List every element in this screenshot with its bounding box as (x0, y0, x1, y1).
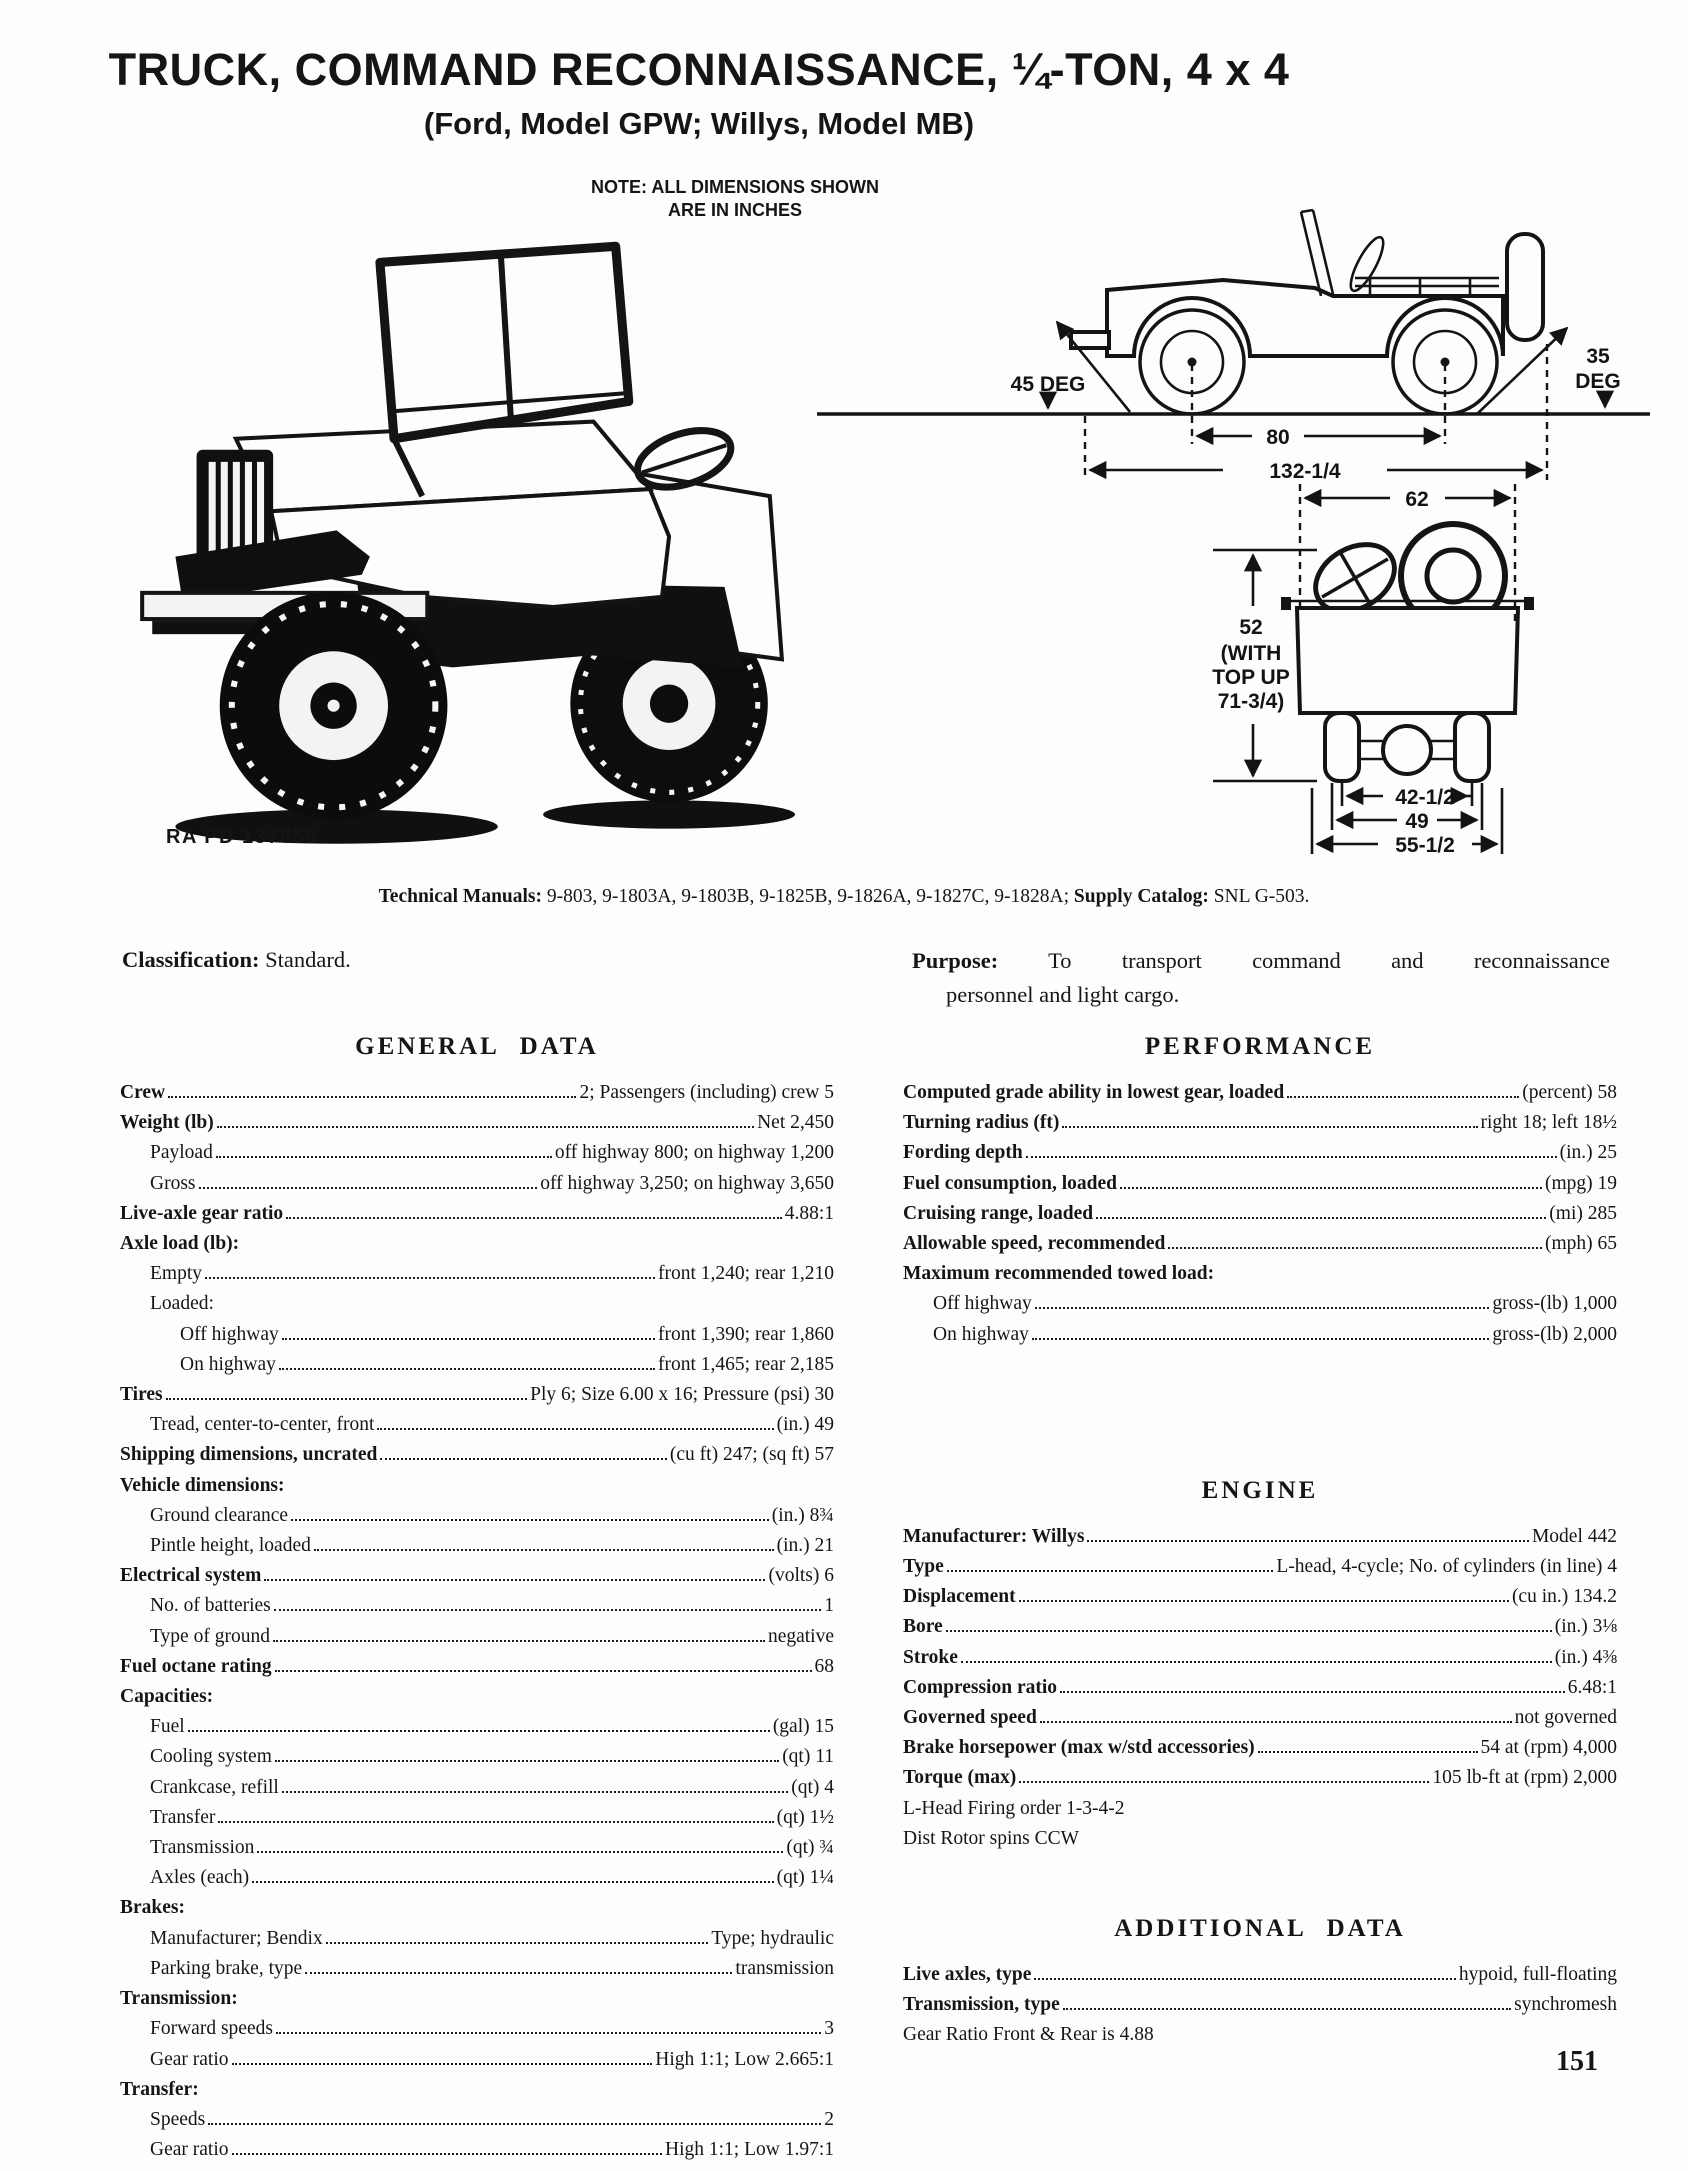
spacer (903, 1350, 1617, 1476)
dot-leader (188, 1730, 770, 1732)
row-value: hypoid, full-floating (1458, 1964, 1617, 1986)
dot-leader (232, 2153, 663, 2155)
rear-view-diagram (1185, 458, 1685, 856)
performance-heading: PERFORMANCE (1144, 1033, 1376, 1060)
row-value: (in.) 8¾ (771, 1504, 834, 1526)
row-value: Type; hydraulic (711, 1927, 834, 1949)
data-row (120, 1199, 834, 1229)
row-value: synchromesh (1514, 1994, 1617, 2016)
tech-manuals-label: Technical Manuals: (378, 886, 543, 907)
classification-value: Standard. (265, 947, 351, 972)
row-label: Tread, center-to-center, front (150, 1414, 375, 1436)
spacer (903, 1854, 1617, 1914)
engine-rows (903, 1522, 1617, 1854)
row-label: Computed grade ability in lowest gear, loaded (903, 1082, 1285, 1103)
dot-leader (1040, 1721, 1512, 1723)
page-title: TRUCK, COMMAND RECONNAISSANCE, ¼-TON, 4 x 4 (108, 44, 1290, 95)
overall-width-label: 55-1/2 (1395, 834, 1455, 856)
row-label: Brakes: (120, 1897, 185, 1919)
row-value: (mpg) 19 (1544, 1172, 1617, 1194)
dot-leader (282, 1791, 788, 1793)
row-value: front 1,240; rear 1,210 (658, 1263, 834, 1285)
dot-leader (1026, 1156, 1557, 1158)
data-row (903, 1552, 1617, 1582)
dot-leader (232, 2063, 653, 2065)
data-row (120, 1320, 834, 1350)
data-row (120, 1380, 834, 1410)
row-value: gross-(lb) 2,000 (1492, 1323, 1617, 1345)
data-row (120, 1712, 834, 1742)
dot-leader (305, 1972, 732, 1974)
dot-leader (276, 2032, 821, 2034)
row-value: High 1:1; Low 1.97:1 (665, 2139, 834, 2161)
data-row (120, 1773, 834, 1803)
dot-leader (252, 1881, 774, 1883)
departure-angle-unit: DEG (1575, 370, 1621, 393)
dot-leader (286, 1217, 782, 1219)
row-label: Manufacturer; Bendix (150, 1927, 323, 1949)
row-value: negative (767, 1625, 834, 1647)
jeep-photo-illustration (120, 232, 795, 857)
row-label: Forward speeds (150, 2018, 273, 2040)
row-value: front 1,465; rear 2,185 (658, 1353, 834, 1375)
data-row (903, 1794, 1617, 1824)
row-label: Fording depth (903, 1142, 1023, 1164)
dot-leader (217, 1126, 754, 1128)
data-row (120, 1440, 834, 1470)
page-number: 151 (1556, 2046, 1598, 2077)
row-label: Empty (150, 1263, 202, 1285)
dot-leader (1096, 1217, 1546, 1219)
departure-angle-value: 35 (1586, 345, 1610, 368)
row-label: Manufacturer: Willys (903, 1525, 1085, 1547)
side-rear-wheel (1393, 310, 1497, 414)
row-label: Speeds (150, 2108, 206, 2130)
dot-leader (1120, 1187, 1542, 1189)
dot-leader (166, 1398, 528, 1400)
data-row (120, 1078, 834, 1108)
row-label: Cruising range, loaded (903, 1202, 1094, 1224)
row-value: (mi) 285 (1549, 1202, 1617, 1224)
row-value: (gal) 15 (772, 1716, 834, 1738)
engine-heading: ENGINE (1201, 1476, 1319, 1504)
row-label: On highway (180, 1353, 276, 1375)
data-row (120, 1924, 834, 1954)
row-value: off highway 3,250; on highway 3,650 (540, 1172, 834, 1194)
row-value: 6.48:1 (1567, 1676, 1617, 1698)
additional-data-heading: ADDITIONAL DATA (1114, 1915, 1406, 1943)
purpose-label: Purpose: (912, 948, 999, 973)
row-label: Off highway (180, 1323, 279, 1345)
technical-manuals-line (0, 886, 1688, 908)
row-value: (cu in.) 134.2 (1511, 1586, 1617, 1608)
row-value: 3 (824, 2018, 834, 2040)
dot-leader (273, 1640, 765, 1642)
side-windshield (1301, 210, 1333, 296)
height-note-1: (WITH (1220, 642, 1282, 665)
row-value: High 1:1; Low 2.665:1 (655, 2048, 834, 2070)
row-label: Transmission: (120, 1988, 238, 2010)
data-row (120, 1259, 834, 1289)
dot-leader (1063, 2008, 1511, 2010)
height-note-2: TOP UP (1212, 666, 1290, 689)
data-row (120, 1863, 834, 1893)
height-value: 52 (1239, 616, 1263, 639)
row-label: Pintle height, loaded (150, 1535, 311, 1557)
row-value: (qt) 4 (791, 1776, 834, 1798)
row-label: Crew (120, 1082, 166, 1103)
data-row (903, 1643, 1617, 1673)
row-label: Axles (each) (150, 1867, 250, 1889)
row-value: (cu ft) 247; (sq ft) 57 (669, 1444, 834, 1466)
row-value: right 18; left 18½ (1480, 1112, 1617, 1134)
row-value: L-head, 4-cycle; No. of cylinders (in line) 4 (1276, 1556, 1617, 1578)
data-row (903, 1320, 1617, 1350)
row-label: Fuel (150, 1716, 185, 1738)
dot-leader (1019, 1600, 1509, 1602)
tread-label: 49 (1405, 810, 1429, 833)
data-row (120, 1742, 834, 1772)
row-label: Transfer (150, 1806, 216, 1828)
row-label: Torque (max) (903, 1767, 1017, 1789)
data-row (903, 1289, 1617, 1319)
data-row (120, 1682, 834, 1712)
row-label: Transmission (150, 1837, 255, 1859)
data-row (120, 1652, 834, 1682)
data-row (120, 1591, 834, 1621)
data-row (903, 1703, 1617, 1733)
data-row (120, 2135, 834, 2165)
row-label: Shipping dimensions, uncrated (120, 1444, 378, 1466)
row-label: Gross (150, 1172, 196, 1194)
row-value: not governed (1514, 1707, 1617, 1729)
data-row (903, 1733, 1617, 1763)
data-row (120, 1471, 834, 1501)
row-label: Type of ground (150, 1625, 270, 1647)
row-value: (in.) 21 (776, 1535, 834, 1557)
purpose-block (912, 944, 1610, 1012)
tech-manuals-value: 9-803, 9-1803A, 9-1803B, 9-1825B, 9-1826A, 9-1827C, 9-1828A; (546, 886, 1070, 907)
spare-tire (1507, 234, 1543, 340)
row-label: Crankcase, refill (150, 1776, 279, 1798)
data-row (120, 1622, 834, 1652)
row-value: 54 at (rpm) 4,000 (1480, 1737, 1617, 1759)
row-value: gross-(lb) 1,000 (1492, 1293, 1617, 1315)
front-wheel (220, 592, 448, 820)
dot-leader (946, 1630, 1552, 1632)
row-label: Maximum recommended towed load: (903, 1263, 1215, 1285)
right-column (903, 1032, 1617, 2051)
row-label: Dist Rotor spins CCW (903, 1827, 1080, 1849)
row-value: (in.) 4⅜ (1554, 1646, 1617, 1668)
row-label: Electrical system (120, 1565, 262, 1587)
dot-leader (264, 1579, 765, 1581)
row-label: Cooling system (150, 1746, 272, 1768)
note-line-1: NOTE: ALL DIMENSIONS SHOWN (591, 177, 879, 197)
data-row (120, 2014, 834, 2044)
dot-leader (275, 1760, 779, 1762)
data-row (903, 1960, 1617, 1990)
row-label: Bore (903, 1616, 943, 1638)
data-row (903, 2020, 1617, 2050)
row-label: Payload (150, 1142, 213, 1164)
dot-leader (1032, 1338, 1490, 1340)
row-label: Transmission, type (903, 1994, 1060, 2016)
classification-label: Classification: (122, 947, 260, 972)
data-row (120, 1169, 834, 1199)
purpose-text-1: To transport command and reconnaissance (1048, 948, 1611, 973)
row-value: Ply 6; Size 6.00 x 16; Pressure (psi) 30 (530, 1384, 834, 1406)
row-label: Ground clearance (150, 1504, 289, 1526)
dot-leader (326, 1942, 709, 1944)
row-value: 68 (814, 1655, 834, 1677)
dot-leader (205, 1277, 655, 1279)
data-row (903, 1229, 1617, 1259)
row-label: Turning radius (ft) (903, 1112, 1060, 1134)
row-label: No. of batteries (150, 1595, 271, 1617)
photo-caption: RA PD 137858 (166, 826, 318, 848)
data-row (120, 1501, 834, 1531)
data-row (903, 1673, 1617, 1703)
title-block (0, 44, 1398, 142)
data-row (903, 1612, 1617, 1642)
data-row (903, 1199, 1617, 1229)
data-row (120, 1138, 834, 1168)
dot-leader (279, 1368, 655, 1370)
row-value: (in.) 49 (776, 1414, 834, 1436)
dot-leader (380, 1458, 667, 1460)
data-row (120, 1108, 834, 1138)
row-label: On highway (933, 1323, 1029, 1345)
row-value: (in.) 3⅛ (1554, 1616, 1617, 1638)
data-row (120, 1229, 834, 1259)
wheelbase-dimension (1192, 364, 1445, 444)
data-row (903, 1522, 1617, 1552)
dot-leader (168, 1096, 576, 1098)
data-row (120, 1803, 834, 1833)
dot-leader (947, 1570, 1274, 1572)
row-value: (percent) 58 (1522, 1082, 1617, 1103)
row-value: off highway 800; on highway 1,200 (554, 1142, 834, 1164)
classification-line (122, 947, 351, 973)
wheelbase-label: 80 (1266, 426, 1290, 449)
row-label: Stroke (903, 1646, 958, 1668)
general-data-rows (120, 1078, 834, 2165)
row-label: Allowable speed, recommended (903, 1233, 1166, 1255)
data-row (903, 1582, 1617, 1612)
data-row (120, 1410, 834, 1440)
top-width-label: 62 (1405, 488, 1429, 511)
data-row (120, 2045, 834, 2075)
data-row (120, 1561, 834, 1591)
row-label: Transfer: (120, 2078, 199, 2100)
general-data-section (120, 1032, 834, 2165)
data-row (120, 1350, 834, 1380)
data-row (903, 1138, 1617, 1168)
row-value: 1 (824, 1595, 834, 1617)
row-value: 2 (824, 2108, 834, 2130)
row-value: (volts) 6 (768, 1565, 834, 1587)
row-value: front 1,390; rear 1,860 (658, 1323, 834, 1345)
row-label: Capacities: (120, 1686, 214, 1708)
row-label: L-Head Firing order 1-3-4-2 (903, 1797, 1125, 1819)
row-value: (qt) 11 (782, 1746, 834, 1768)
dot-leader (1062, 1126, 1477, 1128)
performance-rows (903, 1078, 1617, 1350)
data-row (120, 1954, 834, 1984)
rear-axle-wheels (1325, 713, 1489, 781)
row-label: Tires (120, 1384, 163, 1406)
row-label: Fuel consumption, loaded (903, 1172, 1117, 1194)
height-note-3: 71-3/4) (1217, 690, 1285, 713)
dot-leader (377, 1428, 773, 1430)
purpose-line-1 (912, 944, 1610, 978)
row-label: Governed speed (903, 1707, 1037, 1729)
data-row (903, 1259, 1617, 1289)
side-front-wheel (1140, 310, 1244, 414)
data-row (120, 1893, 834, 1923)
data-row (903, 1078, 1617, 1108)
dot-leader (1035, 1307, 1490, 1309)
row-label: Live axles, type (903, 1964, 1032, 1986)
row-label: Displacement (903, 1586, 1016, 1608)
row-value: (qt) 1½ (776, 1806, 834, 1828)
page-subtitle: (Ford, Model GPW; Willys, Model MB) (423, 106, 975, 141)
row-label: Brake horsepower (max w/std accessories) (903, 1737, 1255, 1759)
data-row (903, 1990, 1617, 2020)
dot-leader (1258, 1751, 1478, 1753)
row-label: Loaded: (150, 1293, 214, 1315)
dot-leader (291, 1519, 769, 1521)
dot-leader (1060, 1691, 1565, 1693)
row-label: Type (903, 1556, 944, 1578)
dot-leader (208, 2123, 821, 2125)
row-value: (in.) 25 (1559, 1142, 1617, 1164)
data-row (903, 1108, 1617, 1138)
row-value: (qt) 1¼ (776, 1867, 834, 1889)
data-row (903, 1824, 1617, 1854)
row-value: 4.88:1 (784, 1202, 834, 1224)
data-row (120, 1833, 834, 1863)
dot-leader (282, 1338, 655, 1340)
approach-angle-label: 45 DEG (1010, 373, 1086, 396)
data-row (120, 1531, 834, 1561)
dot-leader (1019, 1781, 1429, 1783)
dot-leader (1168, 1247, 1542, 1249)
dot-leader (1287, 1096, 1519, 1098)
row-label: Weight (lb) (120, 1112, 214, 1134)
dot-leader (961, 1661, 1552, 1663)
dot-leader (275, 1670, 812, 1672)
dot-leader (199, 1187, 538, 1189)
dot-leader (314, 1549, 774, 1551)
rear-body (1281, 597, 1534, 713)
purpose-line-2: personnel and light cargo. (946, 981, 1180, 1007)
row-value: Net 2,450 (757, 1112, 834, 1134)
dot-leader (1034, 1978, 1455, 1980)
dot-leader (1087, 1540, 1529, 1542)
dot-leader (216, 1156, 552, 1158)
side-view-diagram (755, 148, 1685, 486)
note-line-2: ARE IN INCHES (667, 200, 802, 221)
row-value: Model 442 (1531, 1525, 1617, 1547)
dot-leader (257, 1851, 783, 1853)
overall-length-label: 132-1/4 (1269, 460, 1341, 483)
row-value: (qt) ¾ (786, 1837, 834, 1859)
row-value: 105 lb-ft at (rpm) 2,000 (1432, 1767, 1617, 1789)
row-label: Gear Ratio Front & Rear is 4.88 (903, 2024, 1154, 2046)
track-label: 42-1/2 (1395, 786, 1455, 809)
data-row (120, 1289, 834, 1319)
row-label: Off highway (933, 1293, 1032, 1315)
ground-shadow-rear (543, 800, 795, 828)
row-value: (mph) 65 (1544, 1233, 1617, 1255)
row-label: Gear ratio (150, 2139, 229, 2161)
row-label: Axle load (lb): (120, 1233, 240, 1255)
row-value: transmission (735, 1957, 834, 1979)
general-data-heading: GENERAL DATA (355, 1033, 599, 1060)
row-label: Live-axle gear ratio (120, 1202, 284, 1224)
data-row (120, 2105, 834, 2135)
supply-catalog-value: SNL G-503. (1213, 886, 1310, 907)
row-label: Fuel octane rating (120, 1655, 272, 1677)
dot-leader (218, 1821, 773, 1823)
folded-top-bows (1355, 278, 1499, 296)
data-row (903, 1763, 1617, 1793)
data-row (903, 1169, 1617, 1199)
row-label: Gear ratio (150, 2048, 229, 2070)
dot-leader (274, 1609, 821, 1611)
row-label: Compression ratio (903, 1676, 1058, 1698)
data-row (120, 2075, 834, 2105)
additional-data-rows (903, 1960, 1617, 2051)
row-value: 2; Passengers (including) crew 5 (579, 1082, 834, 1103)
row-label: Parking brake, type (150, 1957, 303, 1979)
supply-catalog-label: Supply Catalog: (1073, 886, 1209, 907)
data-row (120, 1984, 834, 2014)
row-label: Vehicle dimensions: (120, 1474, 285, 1496)
